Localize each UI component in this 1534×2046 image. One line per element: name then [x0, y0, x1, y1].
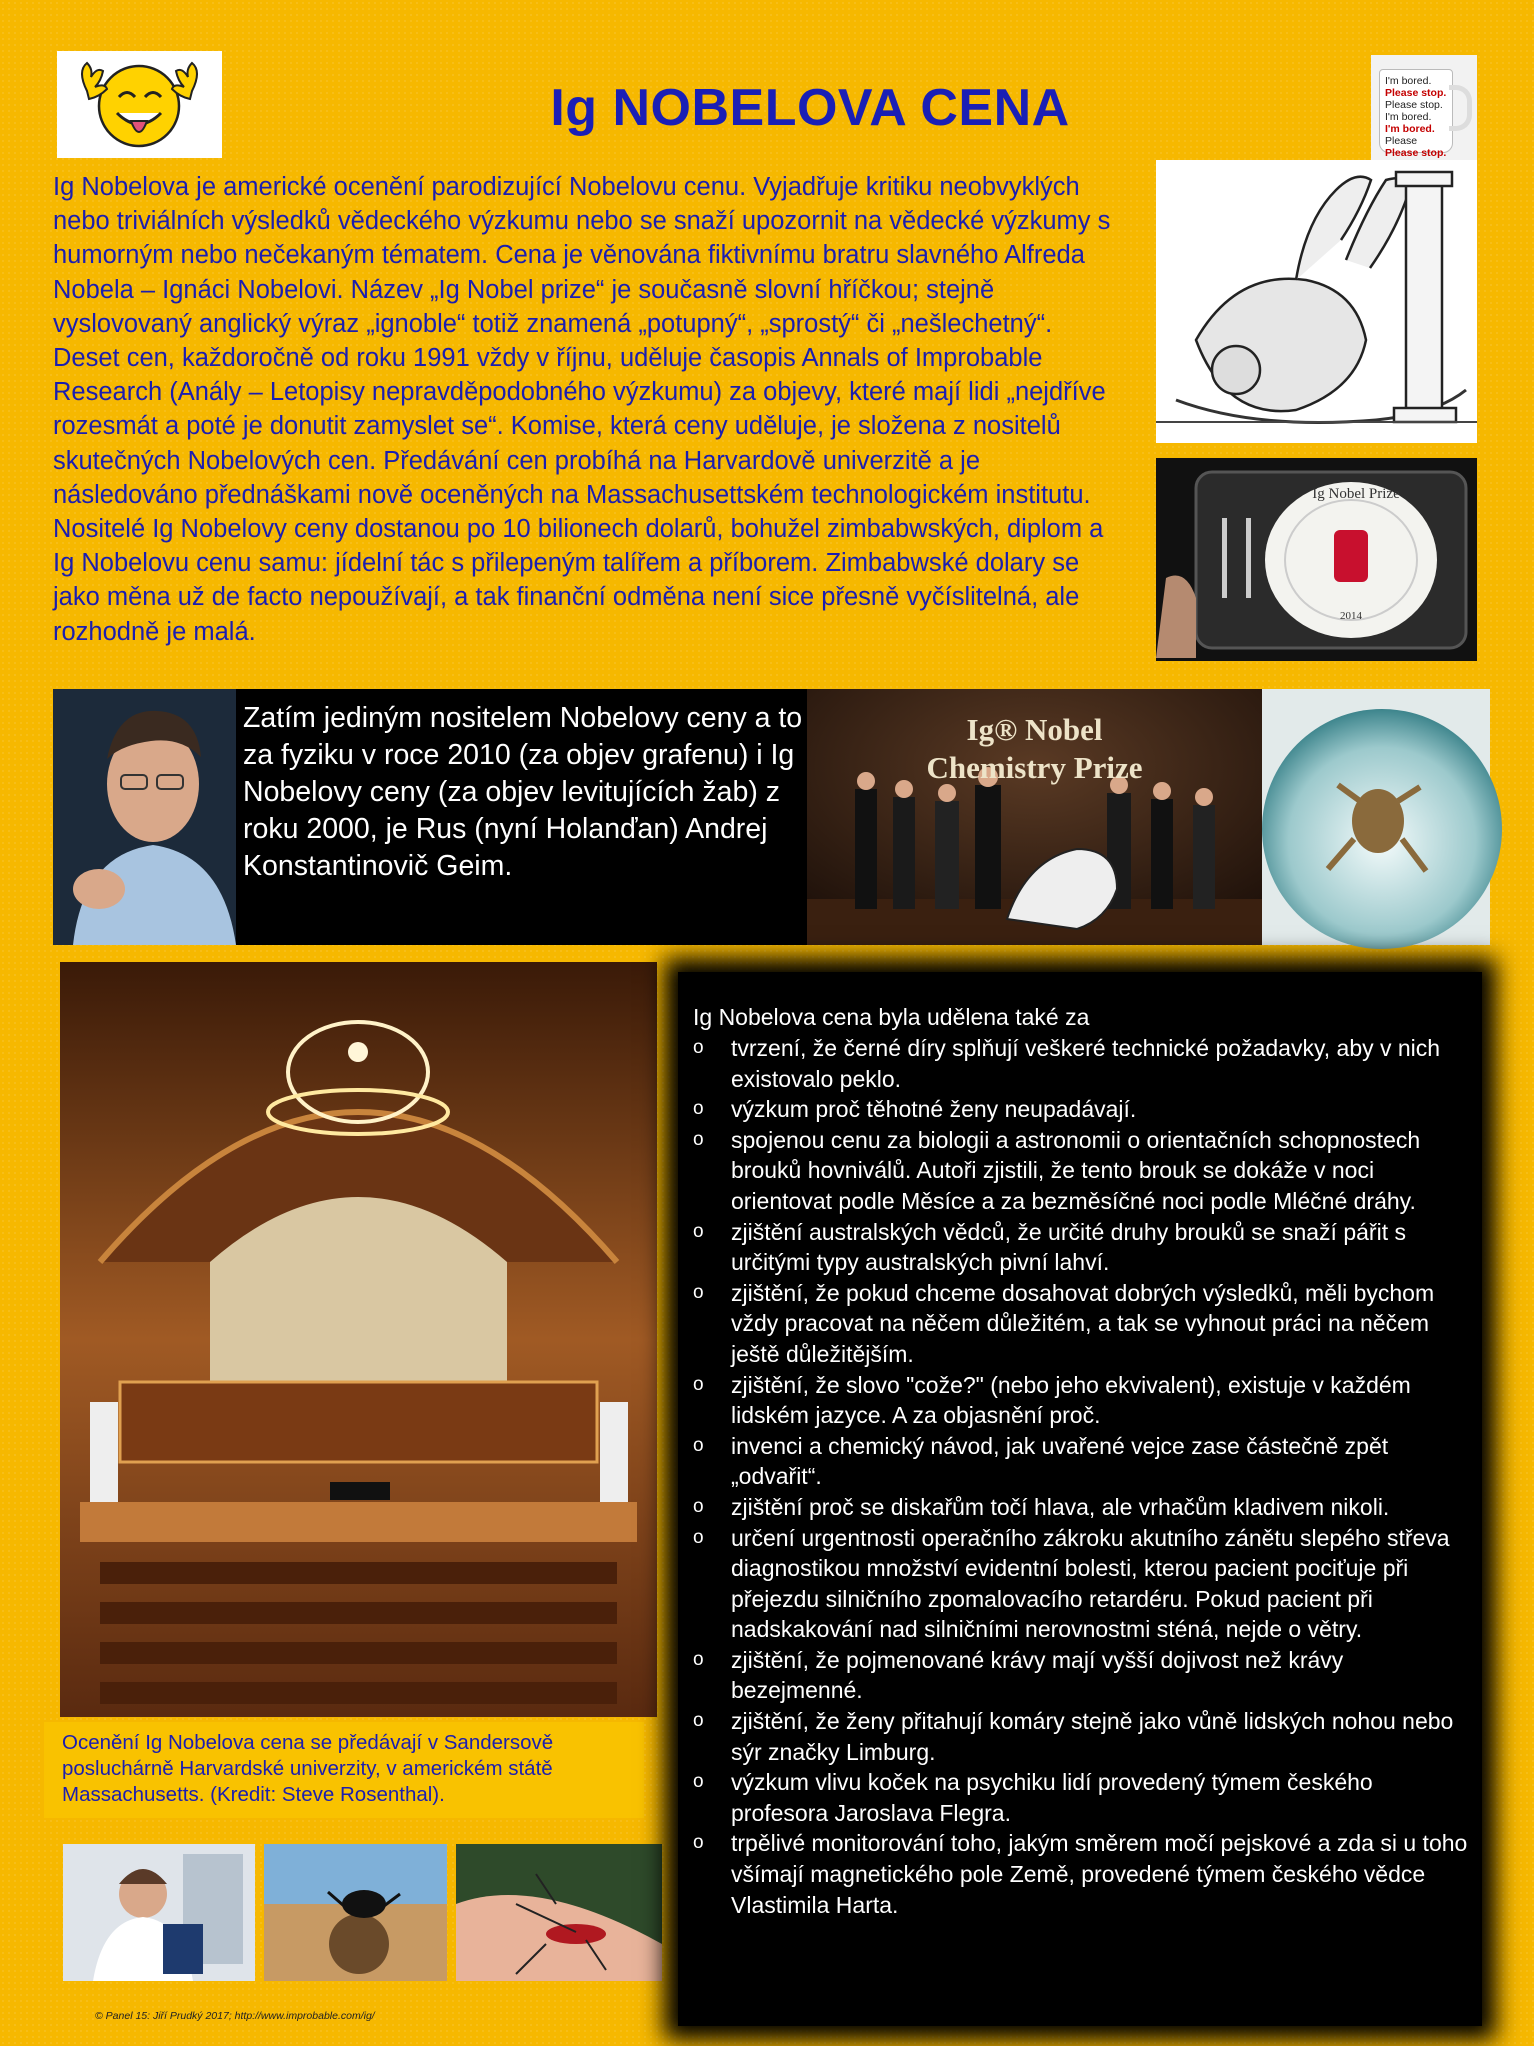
list-item: [693, 1217, 1473, 1278]
award-text: zjištění australských vědců, že určité druhy brouků se snaží pářit s určitými typy australských pivní lahví.: [731, 1218, 1406, 1276]
footer-credit: [95, 2010, 375, 2022]
bullet-icon: o: [693, 1495, 704, 1517]
smiley-face-icon: [57, 51, 222, 158]
bullet-icon: o: [693, 1648, 704, 1670]
list-item: [693, 1523, 1473, 1645]
scientist-icon: [63, 1844, 255, 1981]
list-item: [693, 1278, 1473, 1370]
mug-line: Please stop.: [1385, 87, 1447, 99]
portrait-icon: [53, 689, 236, 945]
bullet-icon: o: [693, 1281, 704, 1303]
bullet-icon: o: [693, 1832, 704, 1854]
bullet-icon: o: [693, 1037, 704, 1058]
sanders-theatre-photo: [60, 962, 657, 1717]
award-text: zjištění proč se diskařům točí hlava, ale vrhačům kladivem nikoli.: [731, 1493, 1390, 1520]
bullet-icon: o: [693, 1771, 704, 1793]
intro-paragraph: Ig Nobelova je americké ocenění parodizující Nobelovu cenu. Vyjadřuje kritiku neobvyklých nebo triviálních výsledků vědeckého výzkumu nebo se snaží upozornit na vědecké výzkumy s humorným nebo nečekaným tématem. Cena je věnována fiktivnímu bratru slavného Alfreda Nobela – Ignáci Nobelovi. Název „Ig Nobel prize“ je současně slovní hříčkou; stejně vyslovovaný anglický výraz „ignoble“ totiž znamená „potupný“, „sprostý“ či „nešlechetný“. Deset cen, každoročně od roku 1991 vždy v říjnu, uděluje časopis Annals of Improbable Research (Anály – Letopisy nepravděpodobného výzkumu) za objevy, které mají lidi „nejdříve rozesmát a poté je donutit zamyslet se“. Komise, která ceny uděluje, je složena z nositelů skutečných Nobelových cen. Předávání cen probíhá na Harvardově univerzitě a je následováno přednáškami nově oceněných na Massachusettském technologickém institutu. Nositelé Ig Nobelovy ceny dostanou po 10 bilionech dolarů, bohužel zimbabwských, diplom a Ig Nobelovu cenu samu: jídelní tác s přilepeným talířem a příborem. Zimbabwské dolary se jako měna už de facto nepoužívají, a tak finanční odměna není sice přesně vyčíslitelná, ale rozhodně je malá.: [53, 173, 1111, 646]
frog-icon: [1262, 689, 1490, 945]
award-text: zjištění, že ženy přitahují komáry stejně jako vůně lidských nohou nebo sýr značky Limburg.: [731, 1708, 1454, 1765]
award-text: určení urgentnosti operačního zákroku akutního zánětu slepého střeva diagnostikou množství evidentní bolesti, kterou pacient pociťuje při přejezdu silničního zpomalovacího retardéru. Pokud pacient při nadskakování nad silničními nerovnostmi sténá, nejde o větry.: [731, 1524, 1450, 1643]
list-item: [693, 1767, 1473, 1828]
dung-beetle-photo: [264, 1844, 447, 1981]
page-title: Ig NOBELOVA CENA: [550, 79, 1070, 137]
award-text: zjištění, že slovo "cože?" (nebo jeho ekvivalent), existuje v každém lidském jazyce. A za objasnění proč.: [731, 1371, 1411, 1429]
award-text: zjištění, že pokud chceme dosahovat dobrých výsledků, měli bychom vždy pracovat na něčem důležitém, a tak se vyhnout práci na něčem ještě důležitějším.: [731, 1279, 1435, 1367]
levitating-frog-photo: [1262, 689, 1490, 945]
bullet-icon: o: [693, 1373, 704, 1395]
award-text: invenci a chemický návod, jak uvařené vejce zase částečně zpět „odvařit“.: [731, 1432, 1389, 1490]
list-item: [693, 1370, 1473, 1431]
list-item: [693, 1125, 1473, 1217]
list-item: [693, 1645, 1473, 1706]
bullet-icon: o: [693, 1128, 704, 1150]
list-item: [693, 1706, 1473, 1767]
chemistry-prize-title: [807, 711, 1262, 787]
hall-caption: Ocenění Ig Nobelova cena se předávají v Sandersově posluchárně Harvardské univerzity, v americkém státě Massachusetts. (Kredit: Steve Rosenthal).: [44, 1722, 644, 1818]
award-text: výzkum vlivu koček na psychiku lidí provedený týmem českého profesora Jaroslava Flegra.: [731, 1769, 1373, 1826]
list-item: [693, 1492, 1473, 1523]
mug-line: Please stop. I'm bored.: [1385, 99, 1443, 123]
copyright-icon: ©: [95, 2010, 103, 2022]
mug-line: Please stop.: [1385, 147, 1447, 159]
list-item: [693, 1431, 1473, 1492]
bullet-icon: o: [693, 1526, 704, 1548]
bullet-icon: o: [693, 1710, 704, 1732]
hall-icon: [60, 962, 657, 1717]
awards-list: [693, 1033, 1473, 1920]
award-text: spojenou cenu za biologii a astronomii o orientačních schopnostech brouků hovniválů. Autoři zjistili, že tento brouk se dokáže v noci orientovat podle Měsíce a za bezměsíčné noci podle Mléčné dráhy.: [731, 1126, 1421, 1214]
plate-year: 2014: [1340, 610, 1362, 622]
chemistry-prize-photo: [807, 689, 1262, 945]
bored-mug-photo: [1371, 55, 1477, 161]
mug-handle: [1449, 85, 1472, 131]
mosquito-photo: [456, 1844, 662, 1981]
footer-text: Panel 15: Jiří Prudký 2017; http://www.improbable.com/ig/: [102, 2010, 375, 2022]
bullet-icon: o: [693, 1434, 704, 1456]
award-text: výzkum proč těhotné ženy neupadávají.: [731, 1096, 1137, 1123]
thinker-sketch-icon: [1156, 160, 1477, 443]
bullet-icon: o: [693, 1098, 704, 1120]
geim-text: Zatím jediným nositelem Nobelovy ceny a to za fyziku v roce 2010 (za objev grafenu) i Ig Nobelovy ceny (za objev levitujících žab) z roku 2000, je Rus (nyní Holanďan) Andrej Konstantinovič Geim.: [243, 702, 803, 882]
award-text: tvrzení, že černé díry splňují veškeré technické požadavky, aby v nich existovalo peklo.: [731, 1035, 1441, 1092]
ig-nobel-prize-plate-photo: [1156, 458, 1477, 661]
scientist-photo: [63, 1844, 255, 1981]
mug-line: I'm bored.: [1385, 123, 1435, 135]
mug-line: Please: [1385, 135, 1418, 147]
list-item: [693, 1828, 1473, 1920]
chemistry-title-line: Ig® Nobel: [966, 712, 1103, 747]
bullet-icon: o: [693, 1220, 704, 1242]
award-text: zjištění, že pojmenované krávy mají vyšší dojivost než krávy bezejmenné.: [731, 1646, 1344, 1704]
mug-line: I'm bored.: [1385, 75, 1432, 87]
beetle-icon: [264, 1844, 447, 1981]
mosquito-icon: [456, 1844, 662, 1981]
award-text: trpělivé monitorování toho, jakým směrem močí pejskové a zda si u toho všímají magnetického pole Země, provedené týmem českého vědce Vlastimila Harta.: [731, 1830, 1468, 1918]
geim-portrait-photo: [53, 689, 236, 945]
chemistry-title-line: Chemistry Prize: [926, 750, 1143, 785]
sketch-illustration: [1156, 160, 1477, 443]
smiley-logo: [57, 51, 222, 158]
list-item: [693, 1033, 1473, 1094]
plate-label: Ig Nobel Prize: [1312, 486, 1400, 502]
list-item: [693, 1094, 1473, 1125]
awards-intro: Ig Nobelova cena byla udělena také za: [693, 1004, 1090, 1030]
